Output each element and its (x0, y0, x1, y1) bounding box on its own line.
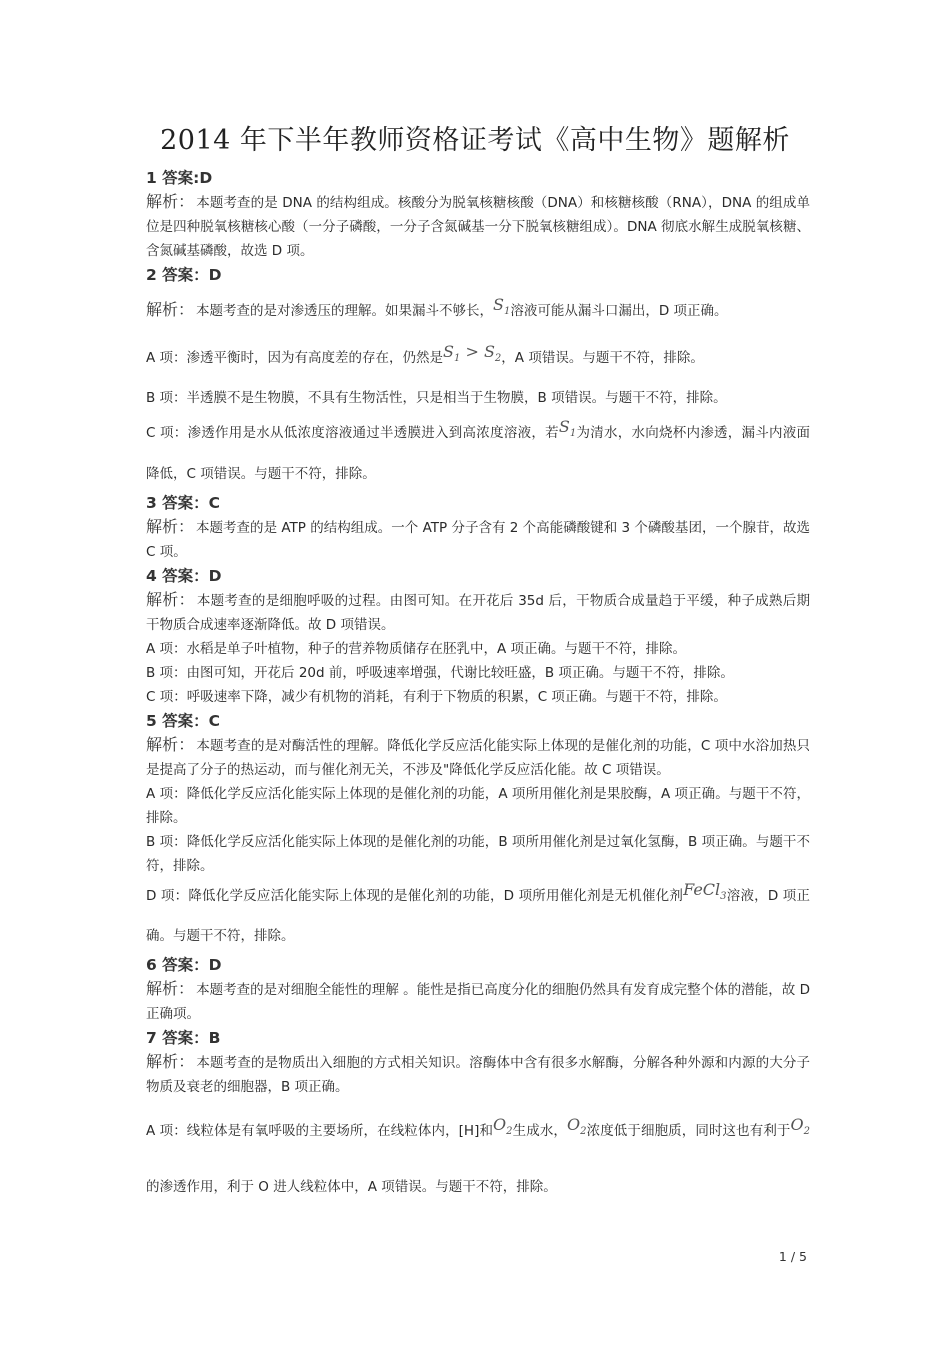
analysis-label: 解析： (146, 300, 195, 319)
math-o2: $O_2$ (493, 1114, 513, 1137)
option-5a: A 项：降低化学反应活化能实际上体现的是催化剂的功能，A 项所用催化剂是果胶酶，A 项正确。与题干不符，排除。 (146, 785, 810, 826)
analysis-4: 解析： 本题考查的是细胞呼吸的过程。由图可知。在开花后 35d 后，干物质合成量趋于平缓，种子成熟后期干物质合成速率逐渐降低。故 D 项错误。 (146, 589, 810, 633)
option-5b: B 项：降低化学反应活化能实际上体现的是催化剂的功能，B 项所用催化剂是过氧化氢酶，B 项正确。与题干不符，排除。 (146, 833, 810, 874)
option-4b: B 项：由图可知，开花后 20d 前，呼吸速率增强，代谢比较旺盛，B 项正确。与题干不符，排除。 (146, 664, 734, 681)
answer-1: 1 答案:D (146, 169, 213, 187)
answer-3: 3 答案：C (146, 493, 221, 512)
option-2b: B 项：半透膜不是生物膜，不具有生物活性，只是相当于生物膜，B 项错误。与题干不符，排除。 (146, 390, 727, 407)
document-body (146, 166, 810, 1212)
analysis-label: 解析： (146, 734, 195, 754)
answer-2: 2 答案：D (146, 266, 222, 284)
option-4a: A 项：水稻是单子叶植物，种子的营养物质储存在胚乳中，A 项正确。与题干不符，排除。 (146, 640, 687, 657)
option-5d: D 项：降低化学反应活化能实际上体现的是催化剂的功能，D 项所用催化剂是无机催化剂FeCl$_3$溶液，D 项正确。与题干不符，排除。 (146, 879, 811, 944)
answer-5: 5 答案：C (146, 711, 221, 730)
analysis-label: 解析： (146, 978, 195, 998)
answer-4: 4 答案：D (146, 566, 222, 585)
analysis-1 (146, 190, 810, 263)
page-number: 1 / 5 (778, 1249, 807, 1264)
analysis-2-text-pre: 本题考查的是对渗透压的理解。如果漏斗不够长， (196, 303, 494, 319)
analysis-2-text-post: 溶液可能从漏斗口漏出，D 项正确。 (510, 303, 728, 319)
answer-7: 7 答案：B (146, 1028, 221, 1047)
analysis-6: 解析： 本题考查的是对细胞全能性的理解 。能性是指已高度分化的细胞仍然具有发育成完整个体的潜能，故 D 正确项。 (146, 978, 810, 1022)
analysis-label: 解析： (146, 192, 195, 211)
document-title: 2014 年下半年教师资格证考试《高中生物》题解析 (160, 125, 790, 156)
analysis-3: 解析： 本题考查的是 ATP 的结构组成。一个 ATP 分子含有 2 个高能磷酸键和 3 个磷酸基团，一个腺苷，故选 C 项。 (146, 516, 810, 560)
math-s1-gt-s2: $S_1 > S_2$ (443, 342, 502, 365)
analysis-2 (146, 293, 810, 334)
analysis-label: 解析： (146, 589, 195, 609)
option-7a: A 项：线粒体是有氧呼吸的主要场所，在线粒体内，[H]和$O_2$生成水，$O_2$浓度低于细胞质，同时这也有利于$O_2$的渗透作用，利于 O 进人线粒体中，A 项错误。与题干不符，排除。 (146, 1114, 811, 1195)
analysis-label: 解析： (146, 516, 195, 536)
answer-6: 6 答案：D (146, 955, 222, 974)
analysis-5: 解析： 本题考查的是对酶活性的理解。降低化学反应活化能实际上体现的是催化剂的功能，C 项中水浴加热只是提高了分子的热运动，而与催化剂无关，不涉及"降低化学反应活化能。故 C 项错误。 (146, 734, 810, 778)
math-o2: $O_2$ (790, 1114, 811, 1137)
math-o2: $O_2$ (567, 1114, 587, 1137)
math-s1: $S_1$ (558, 417, 577, 440)
option-2a: A 项：渗透平衡时，因为有高度差的存在，仍然是$S_1 > S_2$，A 项错误。与题干不符，排除。 (146, 342, 704, 367)
math-s1: $S_1$ (493, 295, 511, 318)
analysis-7: 解析： 本题考查的是物质出入细胞的方式相关知识。溶酶体中含有很多水解酶，分解各种外源和内源的大分子物质及衰老的细胞器，B 项正确。 (146, 1051, 810, 1095)
analysis-label: 解析： (146, 1051, 195, 1071)
analysis-1-text: 本题考查的是 DNA 的结构组成。核酸分为脱氧核糖核酸（DNA）和核糖核酸（RNA），DNA 的组成单位是四种脱氧核糖核心酸（一分子磷酸，一分子含氮碱基一分下脱氧核糖组成）。DNA 彻底水解生成脱氧核糖、含氮碱基磷酸，故选 D 项。 (146, 195, 810, 259)
math-fecl3: FeCl$_3$ (683, 879, 727, 902)
option-2c: C 项：渗透作用是水从低浓度溶液通过半透膜进入到高浓度溶液，若$S_1$为清水，水向烧杯内渗透，漏斗内液面降低，C 项错误。与题干不符，排除。 (146, 417, 811, 482)
option-4c: C 项：呼吸速率下降，减少有机物的消耗，有利于下物质的积累，C 项正确。与题干不符，排除。 (146, 688, 727, 705)
